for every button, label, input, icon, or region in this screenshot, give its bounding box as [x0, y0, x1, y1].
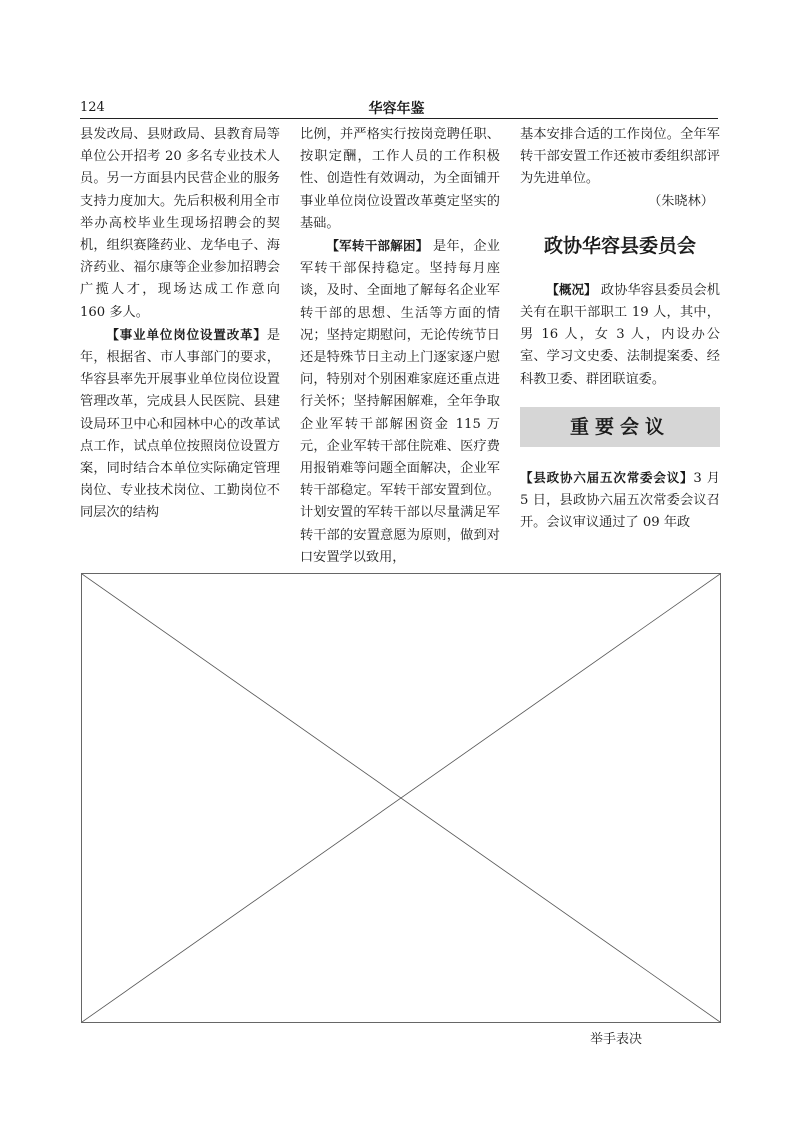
paragraph-post-reform [80, 324, 280, 525]
header-rule [80, 118, 718, 119]
author-signature: （朱晓林） [648, 193, 714, 209]
photo-placeholder [81, 573, 721, 1023]
column-3 [520, 124, 720, 534]
text-veterans: 是年，企业军转干部保持稳定。坚持每月座谈，及时、全面地了解每名企业军转干部的思想、生活等方面的情况；坚持定期慰问，无论传统节日还是特殊节日主动上门逐家逐户慰问，特别对个别困难家庭还重点进行关怀；坚持解困解难，全年争取企业军转干部解困资金 115 万元，企业军转干部住院难、医疗费用报销难等问题全面解决，企业军转干部稳定。军转干部安置到位。计划安置的军转干部以尽量满足军转干部的安置意愿为原则，做到对口安置学以致用， [300, 239, 500, 565]
column-1 [80, 124, 280, 525]
running-header-title: 华容年鉴 [368, 101, 425, 117]
section-banner: 重要会议 [520, 407, 720, 447]
text-overview: 政协华容县委员会机关有在职干部职工 19 人，其中，男 16 人，女 3 人，内设办公室、学习文史委、法制提案委、经科教卫委、群团联谊委。 [520, 282, 720, 387]
photo-caption: 举手表决 [590, 1032, 643, 1047]
column-2 [300, 124, 500, 569]
keyword-veterans: 【军转干部解困】 [326, 238, 429, 254]
paragraph-post-reform-cont: 比例，并严格实行按岗竞聘任职、按职定酬，工作人员的工作积极性、创造性有效调动，为全面铺开事业单位岗位设置改革奠定坚实的基础。 [300, 127, 500, 231]
paragraph-veterans [300, 235, 500, 569]
placeholder-cross-icon [82, 574, 720, 1022]
paragraph-veterans-cont: 基本安排合适的工作岗位。全年军转干部安置工作还被市委组织部评为先进单位。 [520, 127, 720, 187]
keyword-meeting: 【县政协六届五次常委会议】 [520, 469, 694, 485]
text-post-reform: 是年，根据省、市人事部门的要求，华容县率先开展事业单位岗位设置管理改革，完成县人民医院、县建设局环卫中心和园林中心的改革试点工作，试点单位按照岗位设置方案，同时结合本单位实际确定管理岗位、专业技术岗位、工勤岗位不同层次的结构 [80, 327, 280, 521]
paragraph-overview [520, 279, 720, 391]
keyword-post-reform: 【事业单位岗位设置改革】 [106, 326, 267, 342]
text-meeting: 3 月 5 日，县政协六届五次常委会议召开。会议审议通过了 09 年政 [520, 470, 720, 531]
keyword-overview: 【概况】 [546, 281, 597, 297]
page-number: 124 [80, 100, 105, 115]
paragraph-meeting [520, 467, 720, 535]
section-title: 政协华容县委员会 [543, 234, 696, 257]
paragraph-recruitment: 县发改局、县财政局、县教育局等单位公开招考 20 多名专业技术人员。另一方面县内民营企业的服务支持力度加大。先后积极利用全市举办高校毕业生现场招聘会的契机，组织赛隆药业、龙华电子、海济药业、福尔康等企业参加招聘会广揽人才，现场达成工作意向 160 多人。 [80, 127, 280, 320]
